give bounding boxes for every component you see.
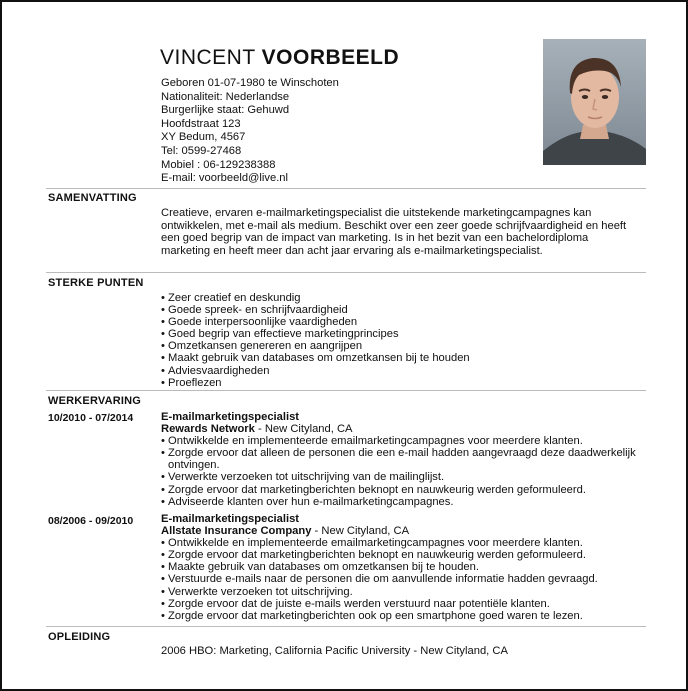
contact-line: Mobiel : 06-129238388	[161, 158, 276, 171]
list-item: • Goede interpersoonlijke vaardigheden	[161, 316, 470, 328]
job-location: - New Cityland, CA	[311, 525, 410, 538]
list-item: • Zorgde ervoor dat marketingberichten beknopt en nauwkeurig werden geformuleerd.	[161, 484, 643, 496]
contact-line: Tel: 0599-27468	[161, 144, 242, 157]
job-entry	[161, 513, 643, 622]
strengths-list	[161, 292, 470, 389]
job-employer	[161, 525, 643, 537]
job-employer	[161, 423, 643, 435]
contact-line: Geboren 01-07-1980 te Winschoten	[161, 77, 339, 89]
profile-photo	[543, 39, 646, 165]
list-item: • Proeflezen	[161, 377, 470, 389]
section-title-experience: WERKERVARING	[48, 395, 142, 407]
section-title-summary: SAMENVATTING	[48, 192, 137, 204]
list-item: • Zeer creatief en deskundig	[161, 292, 470, 304]
education-text: 2006 HBO: Marketing, California Pacific University - New Cityland, CA	[161, 645, 508, 657]
contact-line: XY Bedum, 4567	[161, 131, 246, 144]
list-item: • Zorgde ervoor dat alleen de personen die een e-mail hadden aangevraagd deze daadwerkelijk ontvingen.	[161, 447, 643, 471]
job-duties	[161, 537, 643, 622]
contact-line: E-mail: voorbeeld@live.nl	[161, 172, 289, 185]
list-item: • Goed begrip van effectieve marketingprincipes	[161, 328, 470, 340]
job-duties	[161, 435, 643, 508]
list-item: • Ontwikkelde en implementeerde emailmarketingcampagnes voor meerdere klanten.	[161, 435, 643, 447]
list-item: • Verstuurde e-mails naar de personen die om aanvullende informatie hadden gevraagd.	[161, 573, 643, 585]
list-item: • Adviesvaardigheden	[161, 365, 470, 377]
contact-line: Nationaliteit: Nederlandse	[161, 90, 290, 103]
job-entry	[161, 411, 643, 508]
list-item: • Omzetkansen genereren en aangrijpen	[161, 340, 470, 352]
company-name: Rewards Network	[161, 423, 255, 436]
list-item: • Zorgde ervoor dat de juiste e-mails werden verstuurd naar potentiële klanten.	[161, 598, 643, 610]
list-item: • Maakt gebruik van databases om omzetkansen bij te houden	[161, 352, 470, 364]
list-item: • Maakte gebruik van databases om omzetkansen bij te houden.	[161, 561, 643, 573]
contact-line: Burgerlijke staat: Gehuwd	[161, 104, 290, 117]
section-title-strengths: STERKE PUNTEN	[48, 277, 144, 289]
list-item: • Verwerkte verzoeken tot uitschrijving.	[161, 586, 643, 598]
job-location: - New Cityland, CA	[254, 423, 353, 436]
contact-details	[161, 77, 339, 186]
section-divider	[46, 188, 646, 189]
section-divider	[46, 390, 646, 391]
list-item: • Goede spreek- en schrijfvaardigheid	[161, 304, 470, 316]
job-title: E-mailmarketingspecialist	[161, 513, 300, 525]
section-title-education: OPLEIDING	[48, 631, 111, 643]
list-item: • Zorgde ervoor dat marketingberichten beknopt en nauwkeurig werden geformuleerd.	[161, 549, 643, 561]
contact-line: Hoofdstraat 123	[161, 117, 241, 130]
last-name: VOORBEELD	[261, 46, 400, 69]
job-dates: 10/2010 - 07/2014	[48, 412, 134, 424]
section-divider	[46, 626, 646, 627]
list-item: • Adviseerde klanten over hun e-mailmarketingcampagnes.	[161, 496, 643, 508]
list-item: • Ontwikkelde en implementeerde emailmarketingcampagnes voor meerdere klanten.	[161, 537, 643, 549]
first-name: VINCENT	[160, 46, 256, 69]
summary-text: Creatieve, ervaren e-mailmarketingspecialist die uitstekende marketingcampagnes kan ontwikkelen, met e-mail als medium. Beschikt over een zeer goede schrijfvaardigheid en heeft een goed begrip van de impact van marketing. Is in het bezit van een bachelordiploma marketing en heeft meer dan acht jaar ervaring als e-mailmarketingspecialist.	[161, 207, 627, 257]
company-name: Allstate Insurance Company	[161, 525, 312, 538]
job-title: E-mailmarketingspecialist	[161, 411, 300, 423]
section-divider	[46, 272, 646, 273]
list-item: • Zorgde ervoor dat marketingberichten ook op een smartphone goed waren te lezen.	[161, 610, 643, 622]
list-item: • Verwerkte verzoeken tot uitschrijving van de mailinglijst.	[161, 471, 643, 483]
job-dates: 08/2006 - 09/2010	[48, 515, 134, 527]
candidate-name	[160, 46, 399, 70]
